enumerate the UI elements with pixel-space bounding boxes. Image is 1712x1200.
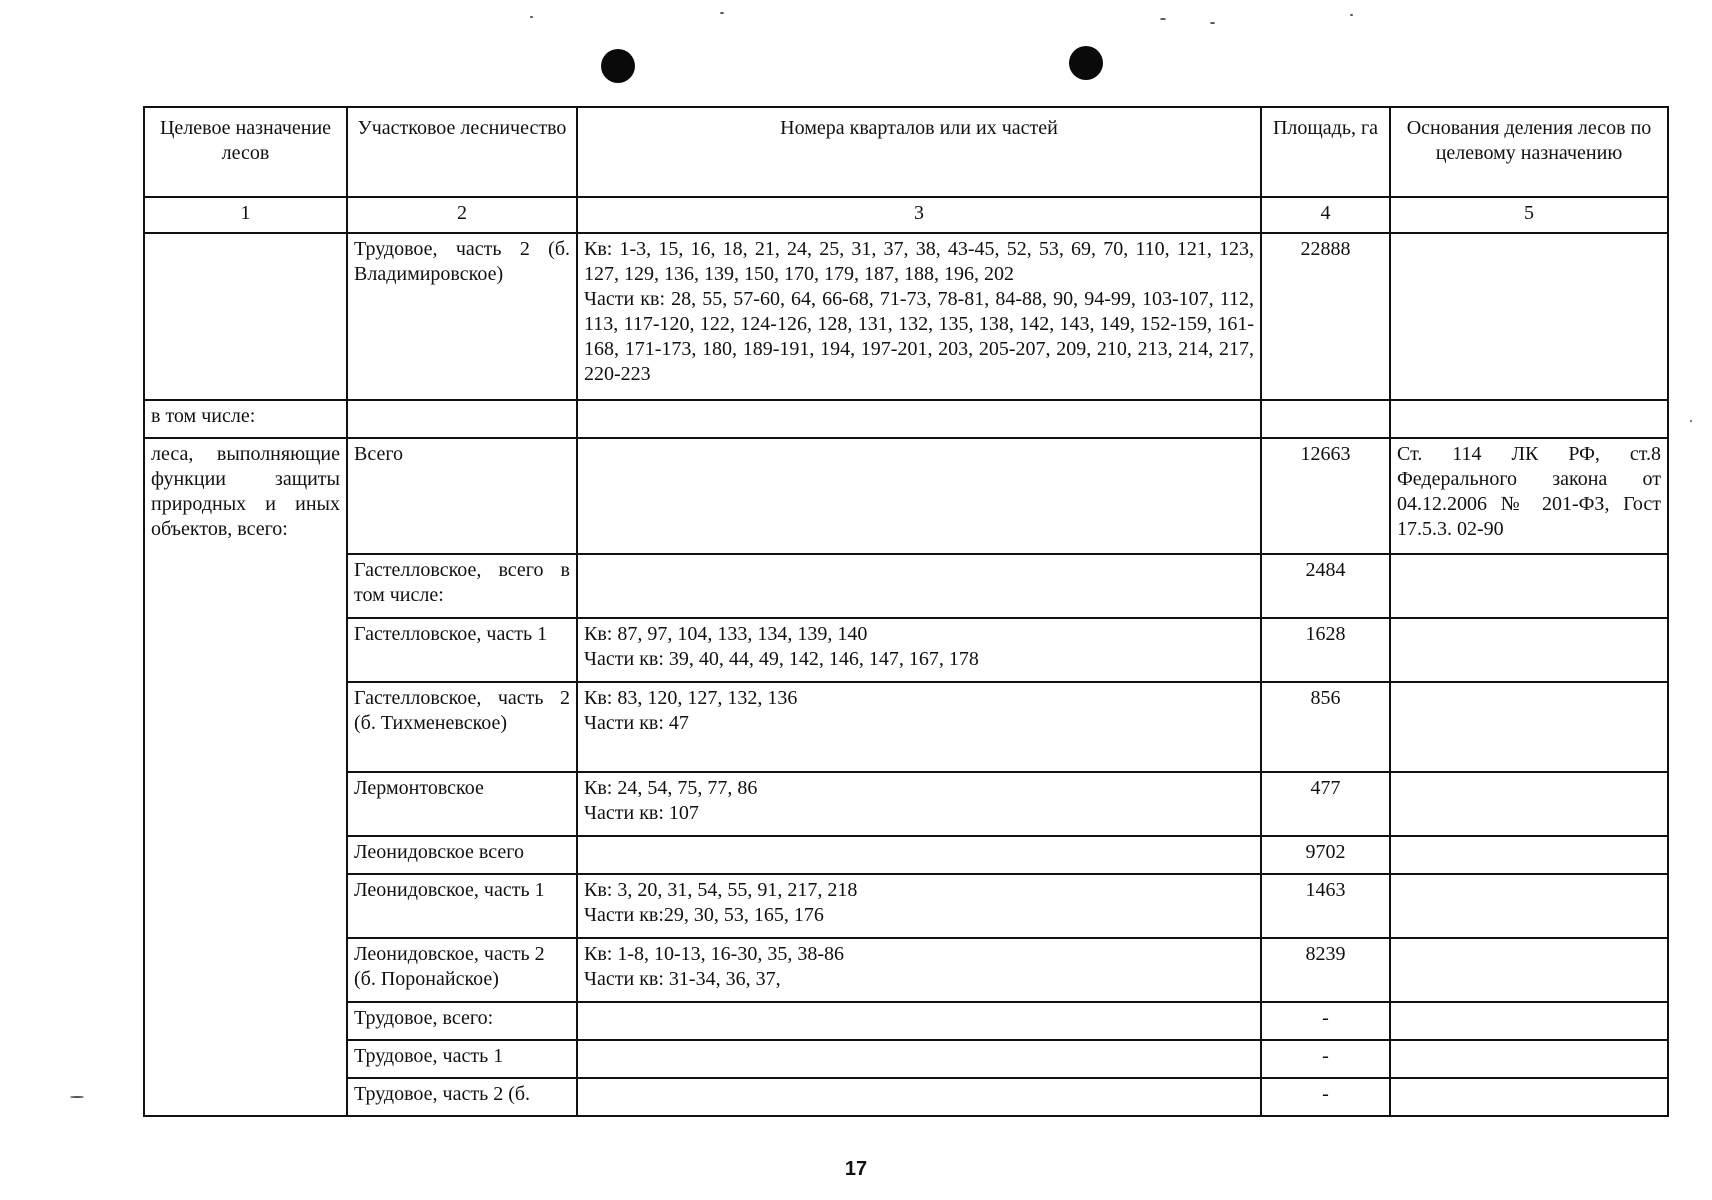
forest-purpose-table [143,106,1669,1117]
page-number: 17 [844,1158,868,1180]
scan-speck [70,1096,84,1098]
quarters-cell [577,1040,1261,1078]
header-purpose: Целевое назначение лесов [144,107,347,197]
area-cell [1261,400,1390,438]
area-cell: 8239 [1261,938,1390,1002]
table-header-row [144,107,1668,197]
area-cell: 12663 [1261,438,1390,554]
punch-hole-right [1069,46,1103,80]
table-row [144,836,1668,874]
basis-cell [1390,1040,1668,1078]
area-cell: - [1261,1078,1390,1116]
table-row [144,772,1668,836]
purpose-cell: в том числе: [144,400,347,438]
quarters-cell [577,772,1261,836]
table-row [144,233,1668,400]
quarters-cell [577,400,1261,438]
basis-cell [1390,400,1668,438]
forestry-cell [347,400,577,438]
basis-cell [1390,1078,1668,1116]
header-basis: Основания деления лесов по целевому назначению [1390,107,1668,197]
table-row [144,682,1668,772]
table-row [144,1078,1668,1116]
quarter-parts-list: Части кв: 31-34, 36, 37, [584,968,781,990]
column-number: 4 [1261,197,1390,233]
scan-speck [1210,22,1215,24]
table-row [144,554,1668,618]
quarters-list: Кв: 1-3, 15, 16, 18, 21, 24, 25, 31, 37, 38, 43-45, 52, 53, 69, 70, 110, 121, 123, 127, 129, 136, 139, 150, 170, 179, 187, 188, 196, 202 [584,238,1254,285]
column-number-row [144,197,1668,233]
quarter-parts-list: Части кв: 107 [584,802,699,824]
quarters-cell [577,618,1261,682]
table-row [144,938,1668,1002]
quarters-cell [577,554,1261,618]
column-number: 5 [1390,197,1668,233]
scan-speck [1690,420,1692,422]
forestry-cell: Трудовое, всего: [347,1002,577,1040]
area-cell: 22888 [1261,233,1390,400]
quarters-cell [577,1002,1261,1040]
quarters-list: Кв: 24, 54, 75, 77, 86 [584,777,758,799]
table-row [144,438,1668,554]
forestry-cell: Лермонтовское [347,772,577,836]
basis-cell [1390,618,1668,682]
forestry-cell: Трудовое, часть 2 (б. Владимировское) [347,233,577,400]
forestry-cell: Всего [347,438,577,554]
table-row [144,400,1668,438]
header-quarters: Номера кварталов или их частей [577,107,1261,197]
basis-cell [1390,233,1668,400]
area-cell: - [1261,1002,1390,1040]
column-number: 2 [347,197,577,233]
scan-speck [1350,14,1353,16]
quarters-cell [577,836,1261,874]
column-number: 1 [144,197,347,233]
quarters-cell [577,938,1261,1002]
basis-cell [1390,874,1668,938]
forestry-cell: Трудовое, часть 1 [347,1040,577,1078]
quarters-cell [577,1078,1261,1116]
basis-cell [1390,1002,1668,1040]
area-cell: 9702 [1261,836,1390,874]
basis-cell [1390,836,1668,874]
quarters-cell [577,682,1261,772]
quarters-list: Кв: 1-8, 10-13, 16-30, 35, 38-86 [584,943,844,965]
forestry-cell: Леонидовское, часть 1 [347,874,577,938]
table-row [144,874,1668,938]
column-number: 3 [577,197,1261,233]
quarter-parts-list: Части кв: 28, 55, 57-60, 64, 66-68, 71-73, 78-81, 84-88, 90, 94-99, 103-107, 112, 113, 117-120, 122, 124-126, 128, 131, 132, 135, 138, 142, 143, 149, 152-159, 161-168, 171-173, 180, 189-191, 194, 197-201, 203, 205-207, 209, 210, 213, 214, 217, 220-223 [584,288,1254,385]
area-cell: 2484 [1261,554,1390,618]
quarters-cell [577,874,1261,938]
basis-cell [1390,554,1668,618]
header-area: Площадь, га [1261,107,1390,197]
quarters-cell [577,438,1261,554]
table-row [144,1040,1668,1078]
quarters-list: Кв: 3, 20, 31, 54, 55, 91, 217, 218 [584,879,858,901]
punch-hole-left [601,49,635,83]
forestry-cell: Гастелловское, всего в том числе: [347,554,577,618]
area-cell: 856 [1261,682,1390,772]
purpose-cell [144,233,347,400]
area-cell: 477 [1261,772,1390,836]
forestry-cell: Леонидовское всего [347,836,577,874]
basis-cell [1390,772,1668,836]
quarters-cell [577,233,1261,400]
quarter-parts-list: Части кв:29, 30, 53, 165, 176 [584,904,824,926]
forestry-cell: Гастелловское, часть 2 (б. Тихменевское) [347,682,577,772]
scan-speck [530,16,533,18]
basis-cell: Ст. 114 ЛК РФ, ст.8 Федерального закона от 04.12.2006 № 201-ФЗ, Гост 17.5.3. 02-90 [1390,438,1668,554]
quarter-parts-list: Части кв: 47 [584,712,689,734]
table-row [144,1002,1668,1040]
basis-cell [1390,682,1668,772]
quarter-parts-list: Части кв: 39, 40, 44, 49, 142, 146, 147, 167, 178 [584,648,979,670]
basis-cell [1390,938,1668,1002]
forestry-cell: Гастелловское, часть 1 [347,618,577,682]
forestry-cell: Трудовое, часть 2 (б. [347,1078,577,1116]
scan-speck [720,12,724,14]
table-row [144,618,1668,682]
quarters-list: Кв: 83, 120, 127, 132, 136 [584,687,798,709]
area-cell: - [1261,1040,1390,1078]
scan-speck [1160,18,1166,20]
forestry-cell: Леонидовское, часть 2 (б. Поронайское) [347,938,577,1002]
purpose-cell: леса, выполняющие функции защиты природных и иных объектов, всего: [144,438,347,1116]
area-cell: 1463 [1261,874,1390,938]
header-forestry: Участковое лесничество [347,107,577,197]
quarters-list: Кв: 87, 97, 104, 133, 134, 139, 140 [584,623,868,645]
area-cell: 1628 [1261,618,1390,682]
